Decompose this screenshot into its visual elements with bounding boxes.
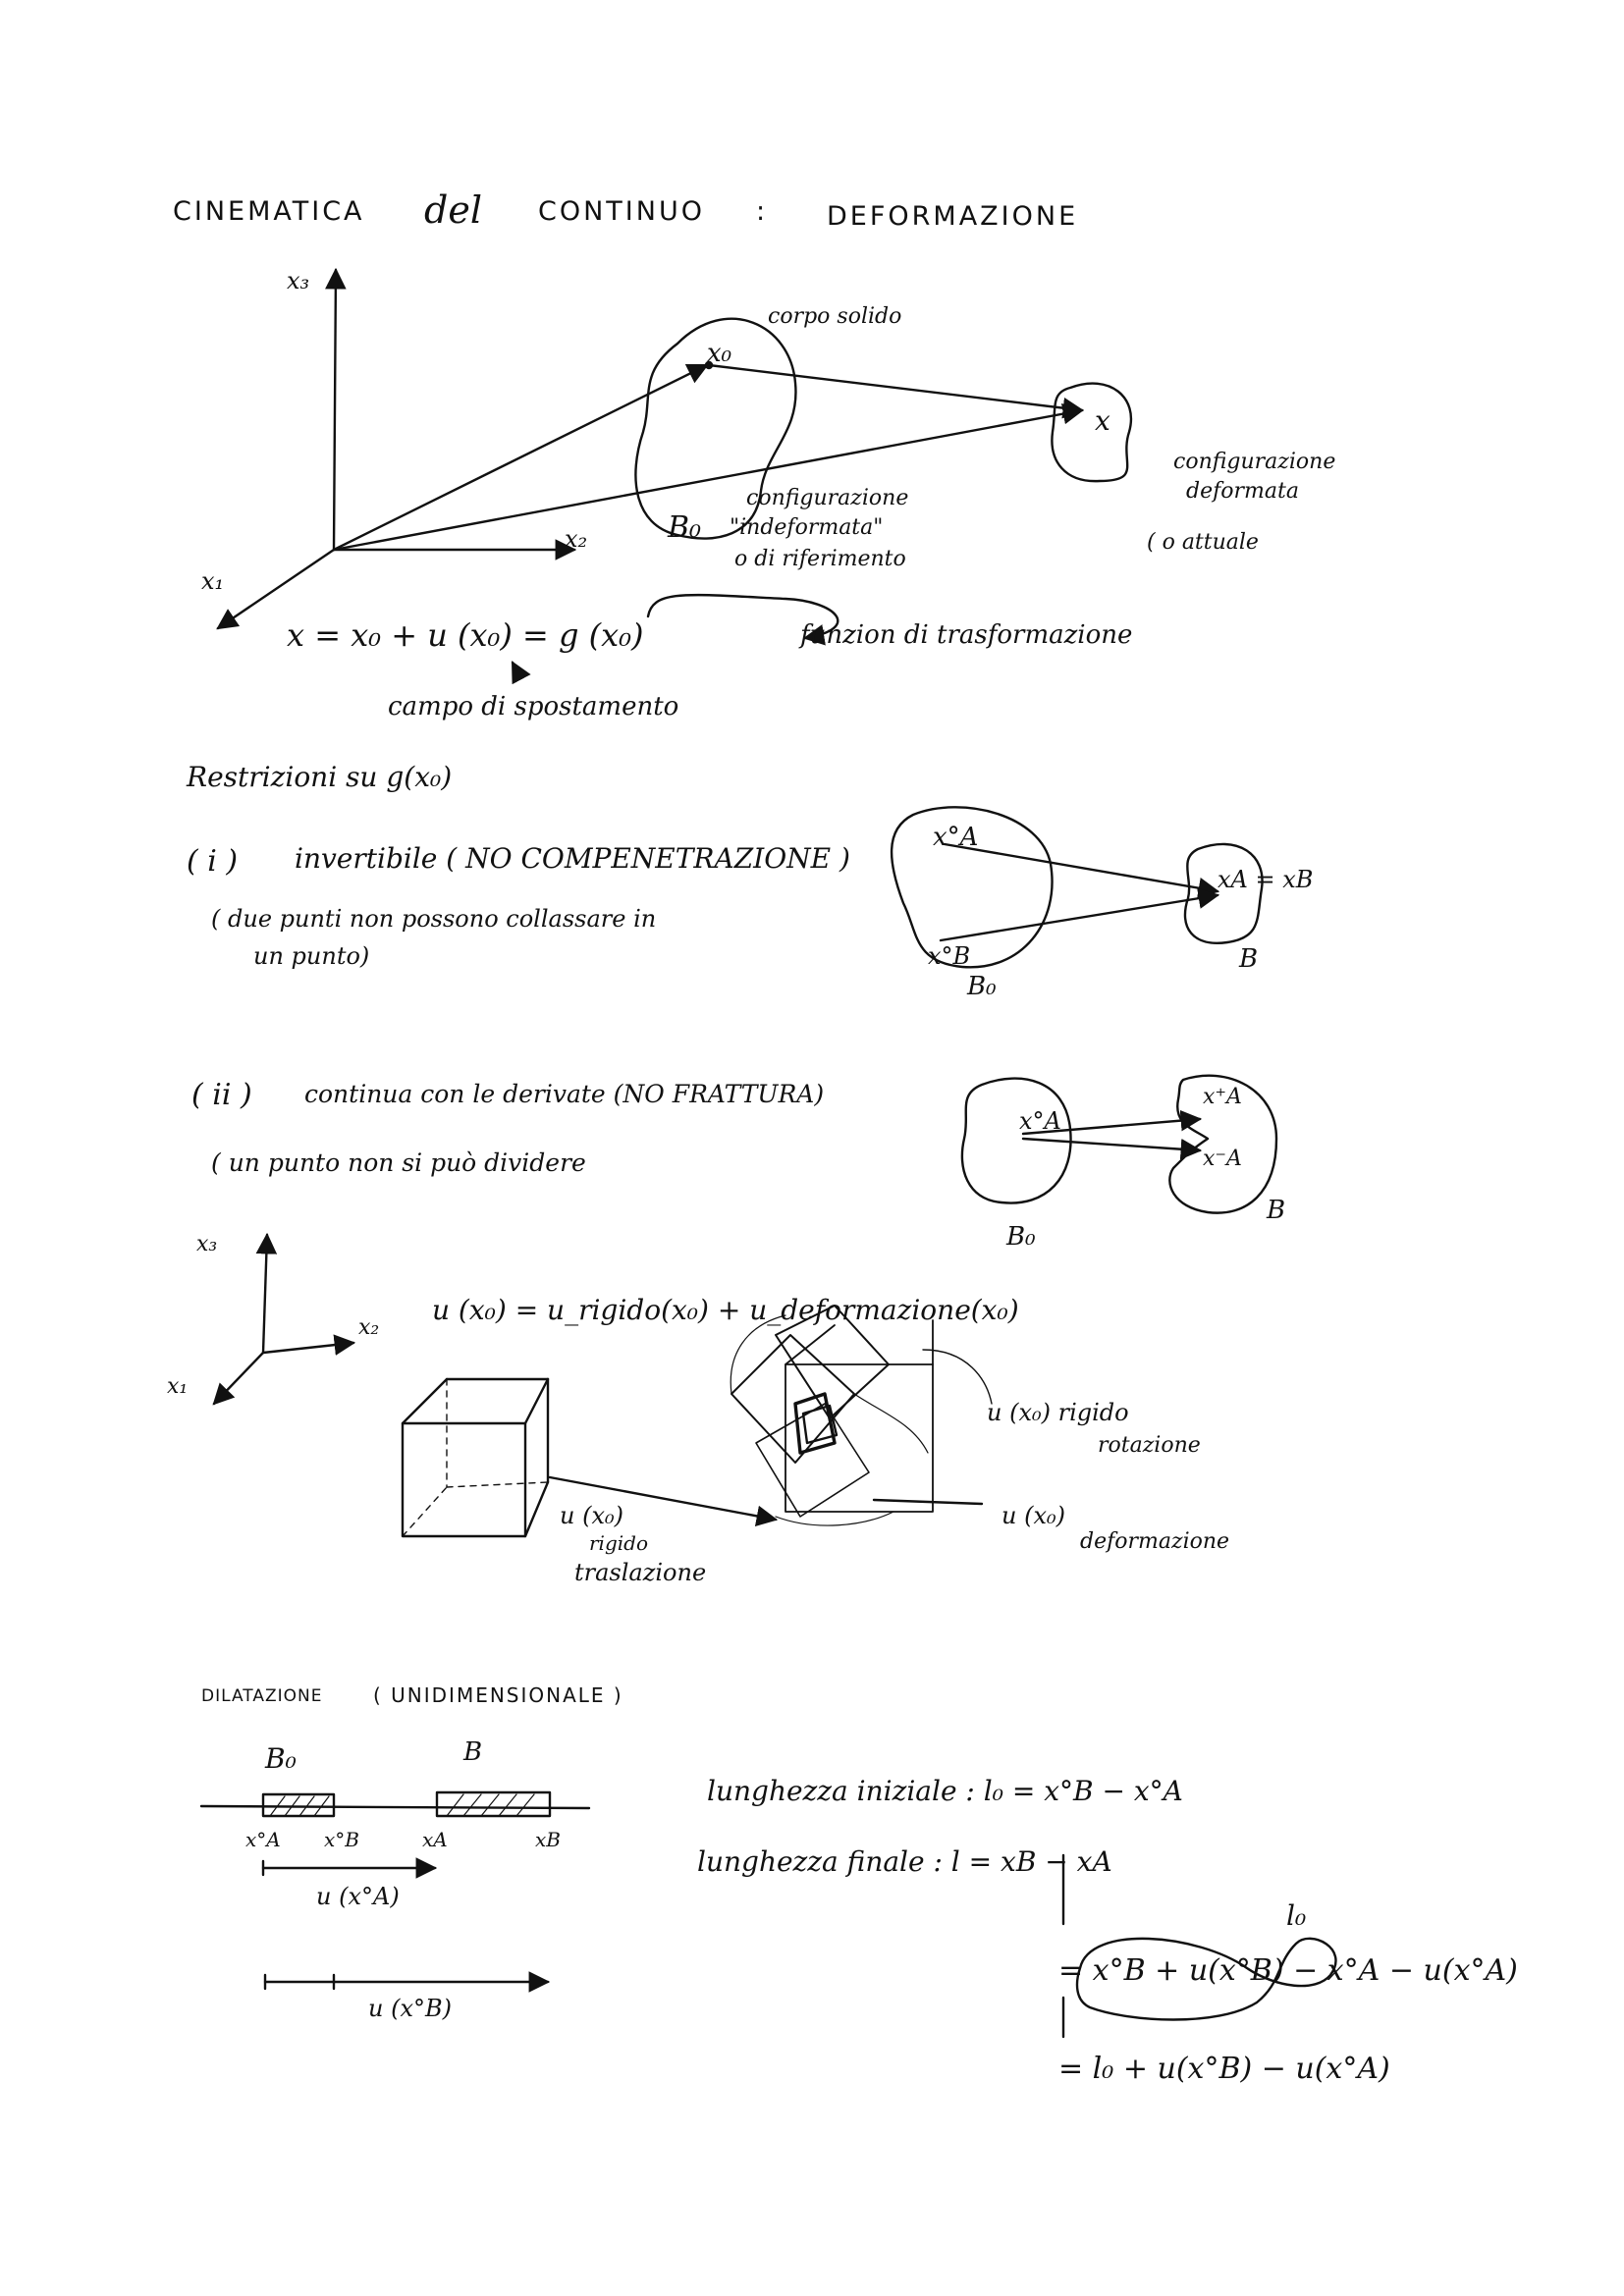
restr2-label-xA0: x°A [1019, 1107, 1061, 1135]
cube-reference [403, 1379, 548, 1536]
fig3-label-x2: x₂ [358, 1315, 380, 1340]
restriction-ii-label: ( ii ) [191, 1078, 252, 1112]
label-def-config-1: configurazione [1173, 450, 1336, 474]
body-deformed-shape [1052, 384, 1131, 482]
dil-label-xB: xB [535, 1828, 561, 1851]
fig1-label-x2: x₂ [565, 525, 588, 553]
dil-label-xA0: x°A [245, 1828, 281, 1851]
cube-transformed-cluster [731, 1306, 992, 1525]
label-traslazione-3: traslazione [574, 1559, 707, 1586]
restr1-label-B0: B₀ [967, 972, 997, 1001]
restr1-body-B [1185, 844, 1263, 943]
label-corpo-solido: corpo solido [768, 304, 902, 329]
fig3-axes [214, 1235, 353, 1404]
label-ref-config-1: configurazione [746, 486, 909, 510]
dil-label-B0: B₀ [265, 1742, 297, 1775]
restriction-ii-text: continua con le derivate (NO FRATTURA) [304, 1080, 825, 1108]
title-deformazione: DEFORMAZIONE [827, 201, 1079, 232]
label-deformazione-2: deformazione [1080, 1529, 1230, 1554]
label-def-config-3: ( o attuale [1147, 530, 1259, 555]
restrictions-heading: Restrizioni su g(x₀) [187, 761, 453, 793]
eq-decomposition: u (x₀) = u_rigido(x₀) + u_deformazione(x₀) [432, 1294, 1019, 1326]
dil-label-xB0: x°B [324, 1828, 359, 1851]
title-continuo: CONTINUO [538, 196, 705, 227]
dil-label-uB: u (x°B) [368, 1995, 452, 2022]
fig1-label-x3: x₃ [287, 267, 310, 294]
dil-label-B: B [463, 1737, 483, 1767]
title-cinematica: CINEMATICA [173, 196, 365, 227]
restr1-label-xA0: x°A [933, 823, 979, 852]
eq-step-1: = x°B + u(x°B) − x°A − u(x°A) [1058, 1953, 1518, 1988]
eq-lunghezza-iniziale: lunghezza iniziale : l₀ = x°B − x°A [707, 1775, 1183, 1807]
restr1-label-B: B [1239, 944, 1259, 974]
label-deformazione-1: u (x₀) [1001, 1502, 1065, 1529]
label-campo-spostamento: campo di spostamento [388, 692, 679, 721]
fig3-label-x1: x₁ [167, 1374, 189, 1399]
fig1-axes [218, 270, 574, 628]
label-def-config-2: deformata [1186, 479, 1299, 504]
label-traslazione-1: u (x₀) [560, 1502, 623, 1529]
restr2-map-lower [1023, 1139, 1200, 1150]
restr1-label-xB0: x°B [928, 942, 971, 970]
restr1-label-eq: xA = xB [1218, 866, 1314, 893]
restriction-i-text: invertibile ( NO COMPENETRAZIONE ) [295, 842, 850, 875]
title-del: del [424, 188, 482, 232]
label-rotazione-1: u (x₀) rigido [987, 1399, 1129, 1426]
dil-label-xA: xA [422, 1828, 448, 1851]
restr2-label-xAminus: x⁻A [1203, 1147, 1242, 1171]
eq-lunghezza-finale: lunghezza finale : l = xB − xA [697, 1845, 1112, 1878]
dilatation-subheading: ( UNIDIMENSIONALE ) [373, 1683, 623, 1707]
eq1-pointer [513, 663, 520, 677]
restr2-label-B: B [1267, 1196, 1286, 1225]
eq-step-2: = l₀ + u(x°B) − u(x°A) [1058, 2052, 1390, 2086]
restr2-label-B0: B₀ [1006, 1222, 1036, 1252]
label-ref-config-2: "indeformata" [730, 515, 884, 540]
dil-label-uA: u (x°A) [316, 1883, 400, 1910]
label-B0: B₀ [668, 510, 702, 545]
title-sep: : [756, 196, 769, 227]
label-traslazione-2: rigido [589, 1531, 648, 1555]
label-ref-config-3: o di riferimento [734, 547, 906, 571]
label-funzione-trasformazione: funzion di trasformazione [800, 620, 1133, 650]
dilatation-heading: DILATAZIONE [201, 1686, 323, 1706]
fig1-label-x1: x₁ [201, 567, 225, 595]
label-rotazione-2: rotazione [1098, 1433, 1201, 1458]
vector-displacement [709, 365, 1082, 410]
eq-l0-tag: l₀ [1286, 1899, 1307, 1932]
restriction-ii-sub: ( un punto non si può dividere [211, 1148, 586, 1177]
vector-x [334, 410, 1082, 550]
label-x: x [1095, 404, 1110, 437]
pointer-deformazione [874, 1500, 982, 1504]
fig3-label-x3: x₃ [196, 1232, 218, 1256]
restr1-map-A [945, 844, 1218, 891]
label-x0: x₀ [707, 339, 732, 368]
restriction-i-label: ( i ) [187, 844, 239, 879]
restriction-i-sub-1: ( due punti non possono collassare in [211, 905, 657, 933]
restr2-label-xAplus: x⁺A [1203, 1085, 1242, 1109]
restr1-map-B [941, 895, 1218, 940]
restriction-i-sub-2: un punto) [253, 942, 370, 970]
eq-transformation: x = x₀ + u (x₀) = g (x₀) [287, 616, 644, 654]
